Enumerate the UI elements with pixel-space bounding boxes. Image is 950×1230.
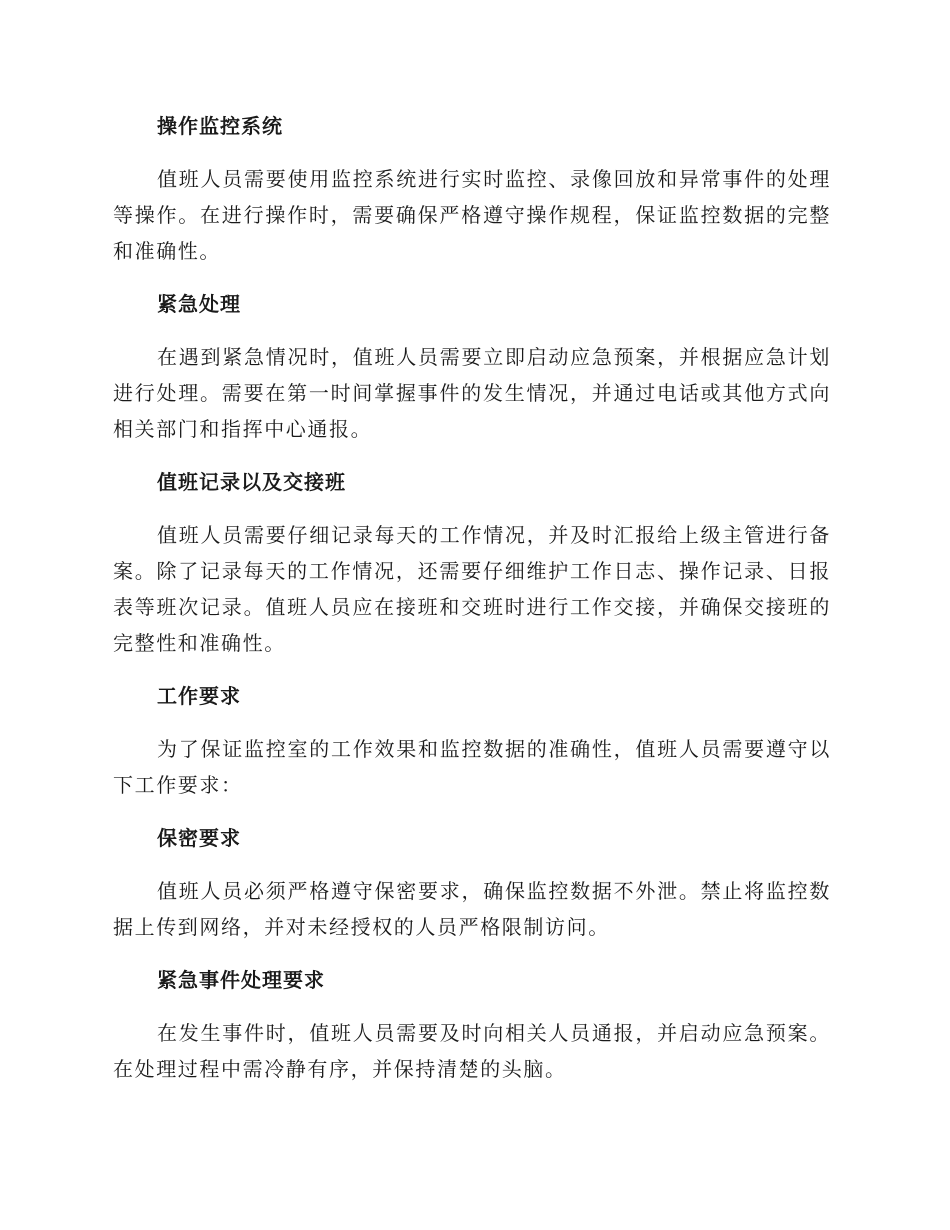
section-body-operate-monitoring: 值班人员需要使用监控系统进行实时监控、录像回放和异常事件的处理等操作。在进行操作时，需要确保严格遵守操作规程，保证监控数据的完整和准确性。 [113,167,831,263]
section-body-confidentiality: 值班人员必须严格遵守保密要求，确保监控数据不外泄。禁止将监控数据上传到网络，并对未经授权的人员严格限制访问。 [113,879,831,939]
section-heading-emergency-event-requirements: 紧急事件处理要求 [157,968,325,992]
section-heading-confidentiality: 保密要求 [157,826,241,850]
section-heading-emergency-handling: 紧急处理 [157,292,241,316]
document-page [113,108,831,1087]
section-body-emergency-handling: 在遇到紧急情况时，值班人员需要立即启动应急预案，并根据应急计划进行处理。需要在第一时间掌握事件的发生情况，并通过电话或其他方式向相关部门和指挥中心通报。 [113,345,831,441]
section-body-work-requirements: 为了保证监控室的工作效果和监控数据的准确性，值班人员需要遵守以下工作要求： [113,737,831,797]
section-body-emergency-event-requirements: 在发生事件时，值班人员需要及时向相关人员通报，并启动应急预案。在处理过程中需冷静有序，并保持清楚的头脑。 [113,1021,831,1081]
section-heading-work-requirements: 工作要求 [157,684,241,708]
section-heading-duty-log-handover: 值班记录以及交接班 [157,470,346,494]
section-heading-operate-monitoring: 操作监控系统 [157,114,283,138]
section-body-duty-log-handover: 值班人员需要仔细记录每天的工作情况，并及时汇报给上级主管进行备案。除了记录每天的工作情况，还需要仔细维护工作日志、操作记录、日报表等班次记录。值班人员应在接班和交班时进行工作交接，并确保交接班的完整性和准确性。 [113,523,831,655]
